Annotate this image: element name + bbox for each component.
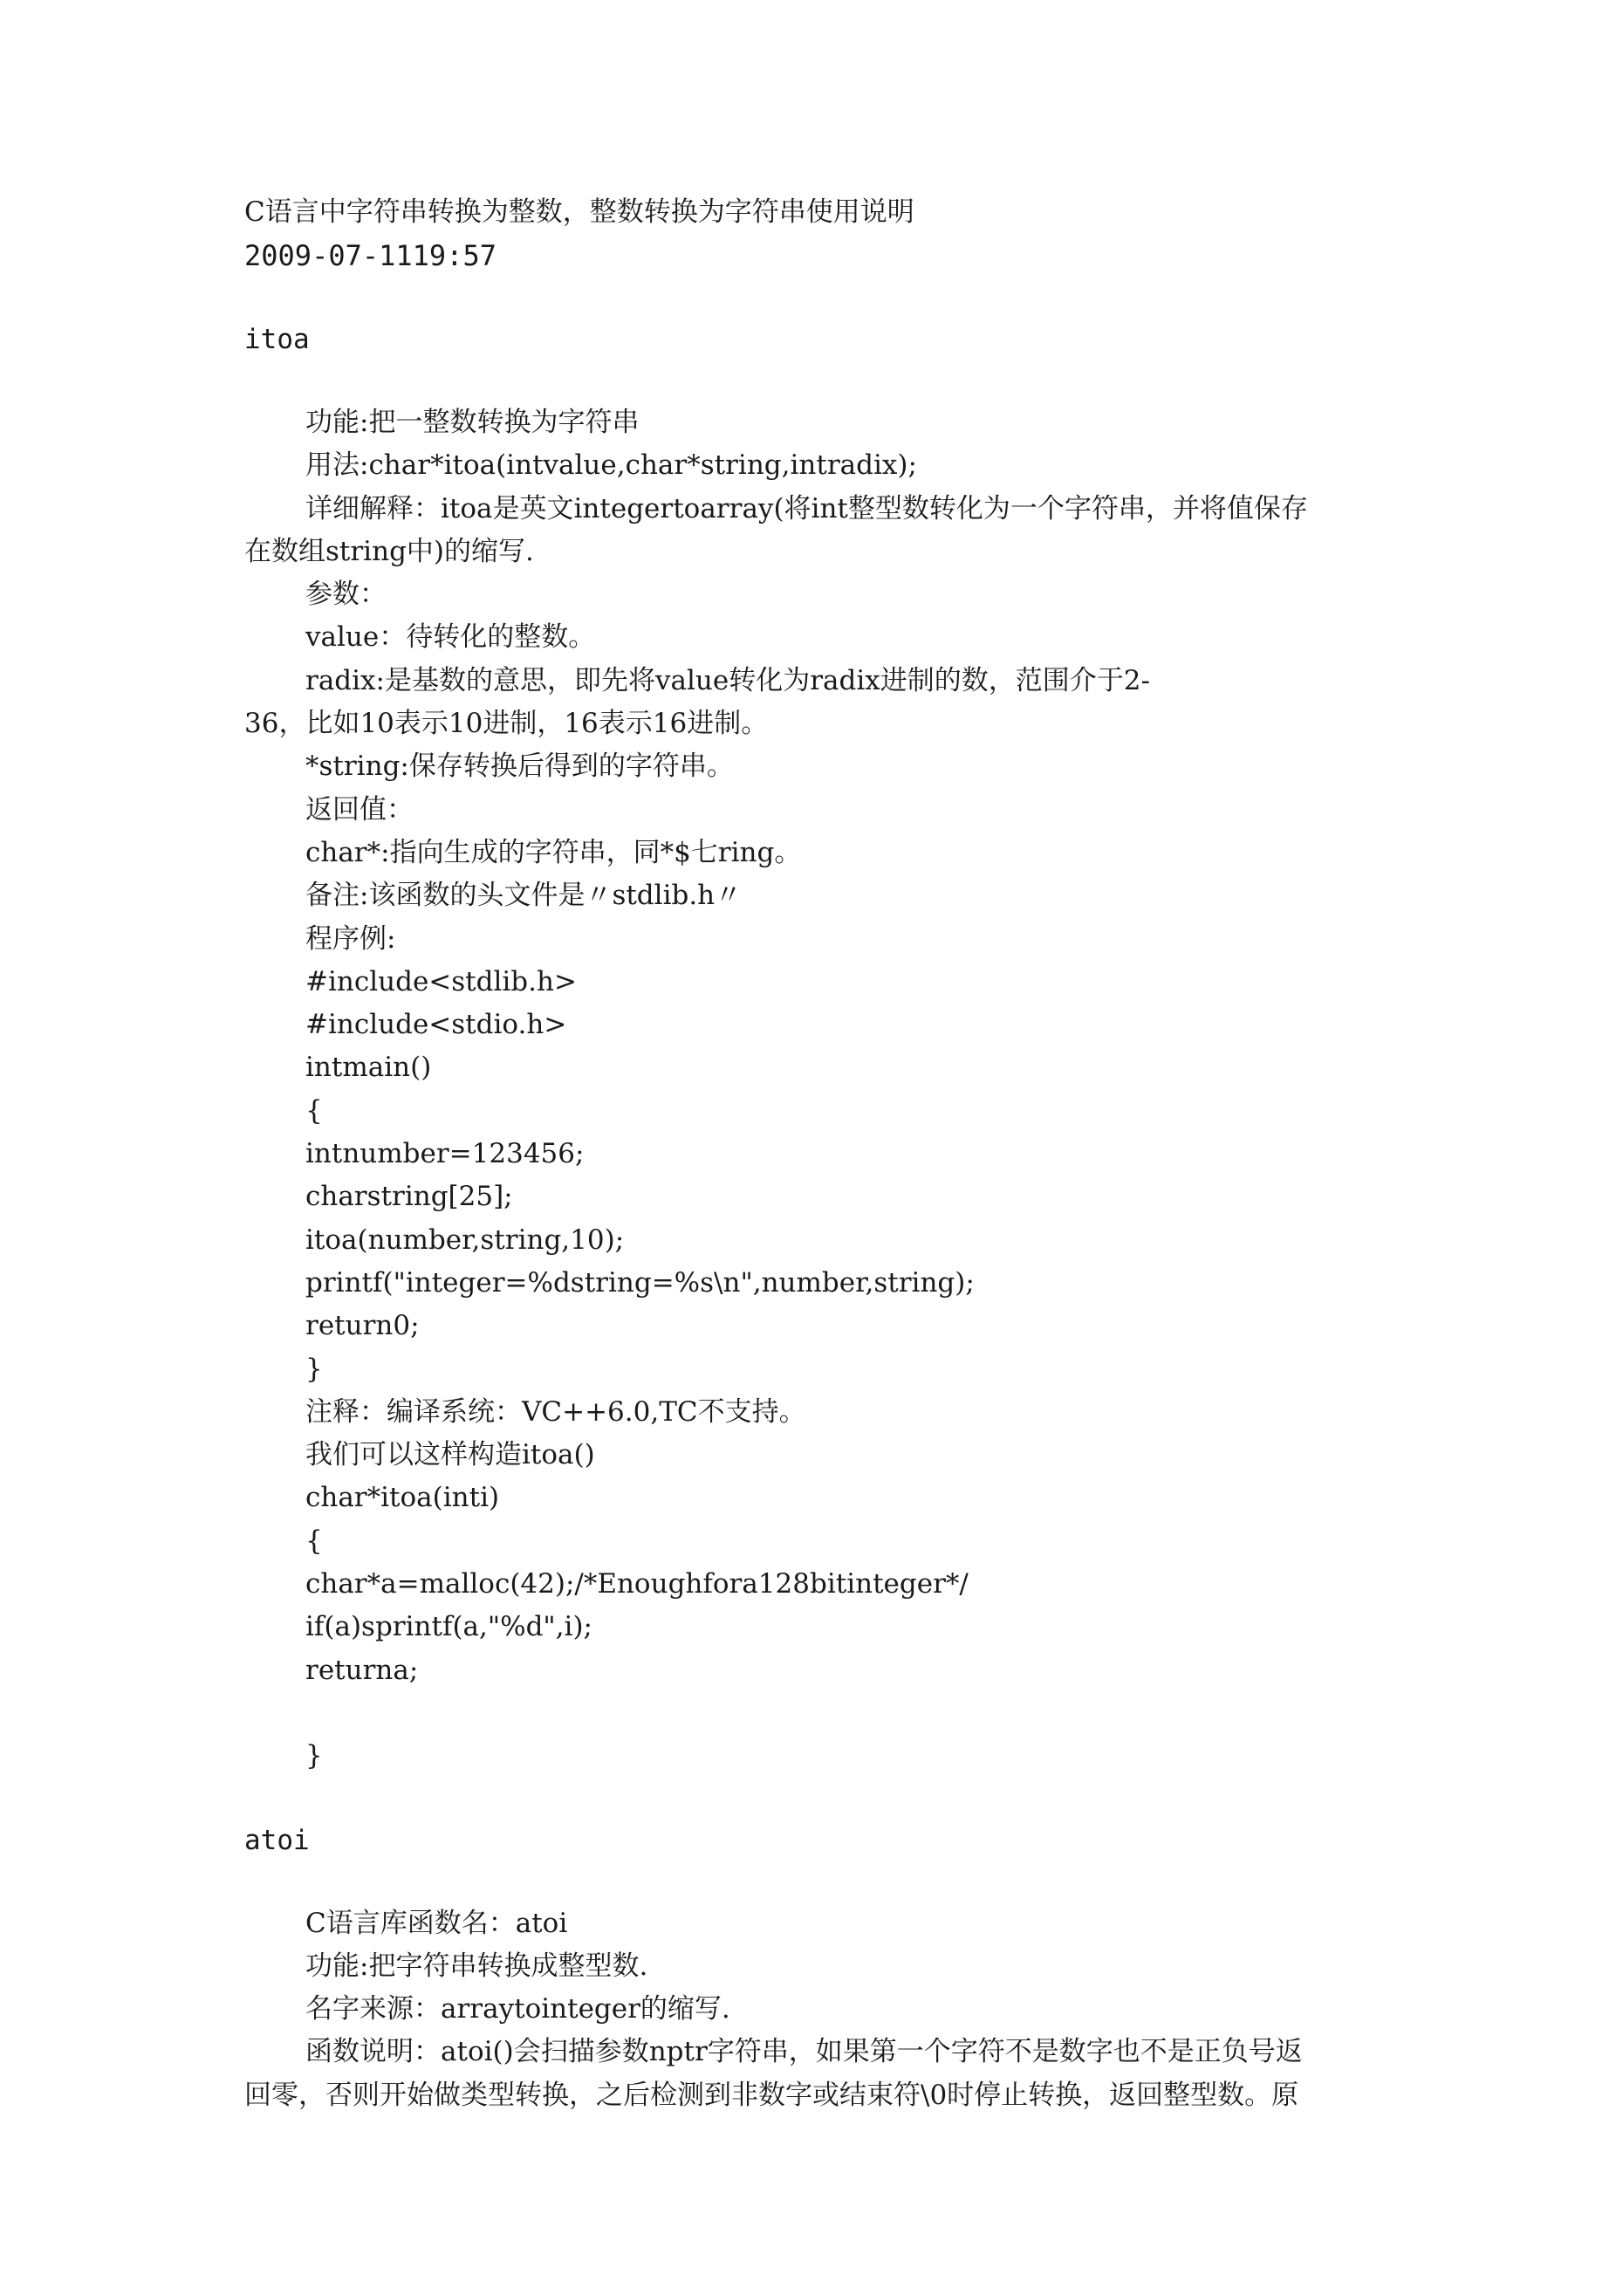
- text-line: 用法:char*itoa(intvalue,char*string,intradix);: [305, 449, 917, 482]
- section-atoi: [244, 1819, 1396, 2117]
- code-line: intmain(): [305, 1052, 432, 1084]
- section-heading: itoa: [244, 324, 310, 355]
- text-line: 参数：: [305, 579, 387, 611]
- text-line: 功能:把字符串转换成整型数.: [305, 1950, 648, 1982]
- text-line: 函数说明：atoi()会扫描参数nptr字符串，如果第一个字符不是数字也不是正负号返: [305, 2036, 1303, 2068]
- section-lines: [244, 1902, 1396, 2117]
- text-line: value：待转化的整数。: [305, 621, 596, 654]
- code-line: printf("integer=%dstring=%s\n",number,string);: [305, 1266, 975, 1299]
- text-line: 程序例:: [305, 922, 396, 955]
- code-line: returna;: [305, 1654, 419, 1686]
- text-line: char*:指向生成的字符串，同*$七ring。: [305, 836, 802, 868]
- text-line: 详细解释：itoa是英文integertoarray(将int整型数转化为一个字符串，并将值保存: [305, 492, 1308, 524]
- code-line: return0;: [305, 1310, 420, 1342]
- text-line: 名字来源：arraytointeger的缩写.: [305, 1993, 730, 2025]
- code-line: char*itoa(inti): [305, 1482, 500, 1514]
- section-lines: [244, 401, 1396, 1779]
- spacer: [244, 361, 1396, 401]
- code-line: }: [305, 1740, 323, 1772]
- page-title: C语言中字符串转换为整数，整数转换为字符串使用说明: [244, 196, 914, 228]
- text-line: 我们可以这样构造itoa(): [305, 1439, 595, 1471]
- spacer: [244, 1862, 1396, 1902]
- blank-line: [244, 1692, 1396, 1735]
- section-itoa: [244, 318, 1396, 1779]
- text-line: C语言库函数名：atoi: [305, 1907, 568, 1939]
- code-line: {: [305, 1094, 323, 1127]
- post-date: 2009-07-1119:57: [244, 239, 496, 272]
- text-line: radix:是基数的意思，即先将value转化为radix进制的数，范围介于2-: [305, 664, 1150, 696]
- text-line: 备注:该函数的头文件是〃stdlib.h〃: [305, 880, 743, 912]
- text-line: 注释：编译系统：VC++6.0,TC不支持。: [305, 1395, 806, 1428]
- text-line: 36，比如10表示10进制，16表示16进制。: [244, 708, 769, 740]
- code-line: #include<stdio.h>: [305, 1009, 567, 1041]
- text-line: *string:保存转换后得到的字符串。: [305, 750, 734, 783]
- code-line: charstring[25];: [305, 1181, 513, 1213]
- document-body: [244, 190, 1396, 2117]
- spacer: [244, 278, 1396, 318]
- text-line: 回零，否则开始做类型转换，之后检测到非数字或结束符\0时停止转换，返回整型数。原: [244, 2079, 1299, 2111]
- spacer: [244, 1779, 1396, 1819]
- code-line: intnumber=123456;: [305, 1138, 585, 1170]
- code-line: itoa(number,string,10);: [305, 1223, 625, 1256]
- text-line: 功能:把一整数转换为字符串: [305, 407, 640, 438]
- text-line: 在数组string中)的缩写.: [244, 535, 534, 567]
- section-heading: atoi: [244, 1824, 310, 1856]
- code-line: char*a=malloc(42);/*Enoughfora128bitinteger*/: [305, 1568, 969, 1600]
- code-line: {: [305, 1525, 323, 1557]
- code-line: #include<stdlib.h>: [305, 965, 577, 997]
- text-line: 返回值：: [305, 793, 414, 826]
- code-line: if(a)sprintf(a,"%d",i);: [305, 1611, 592, 1643]
- code-line: }: [305, 1353, 323, 1385]
